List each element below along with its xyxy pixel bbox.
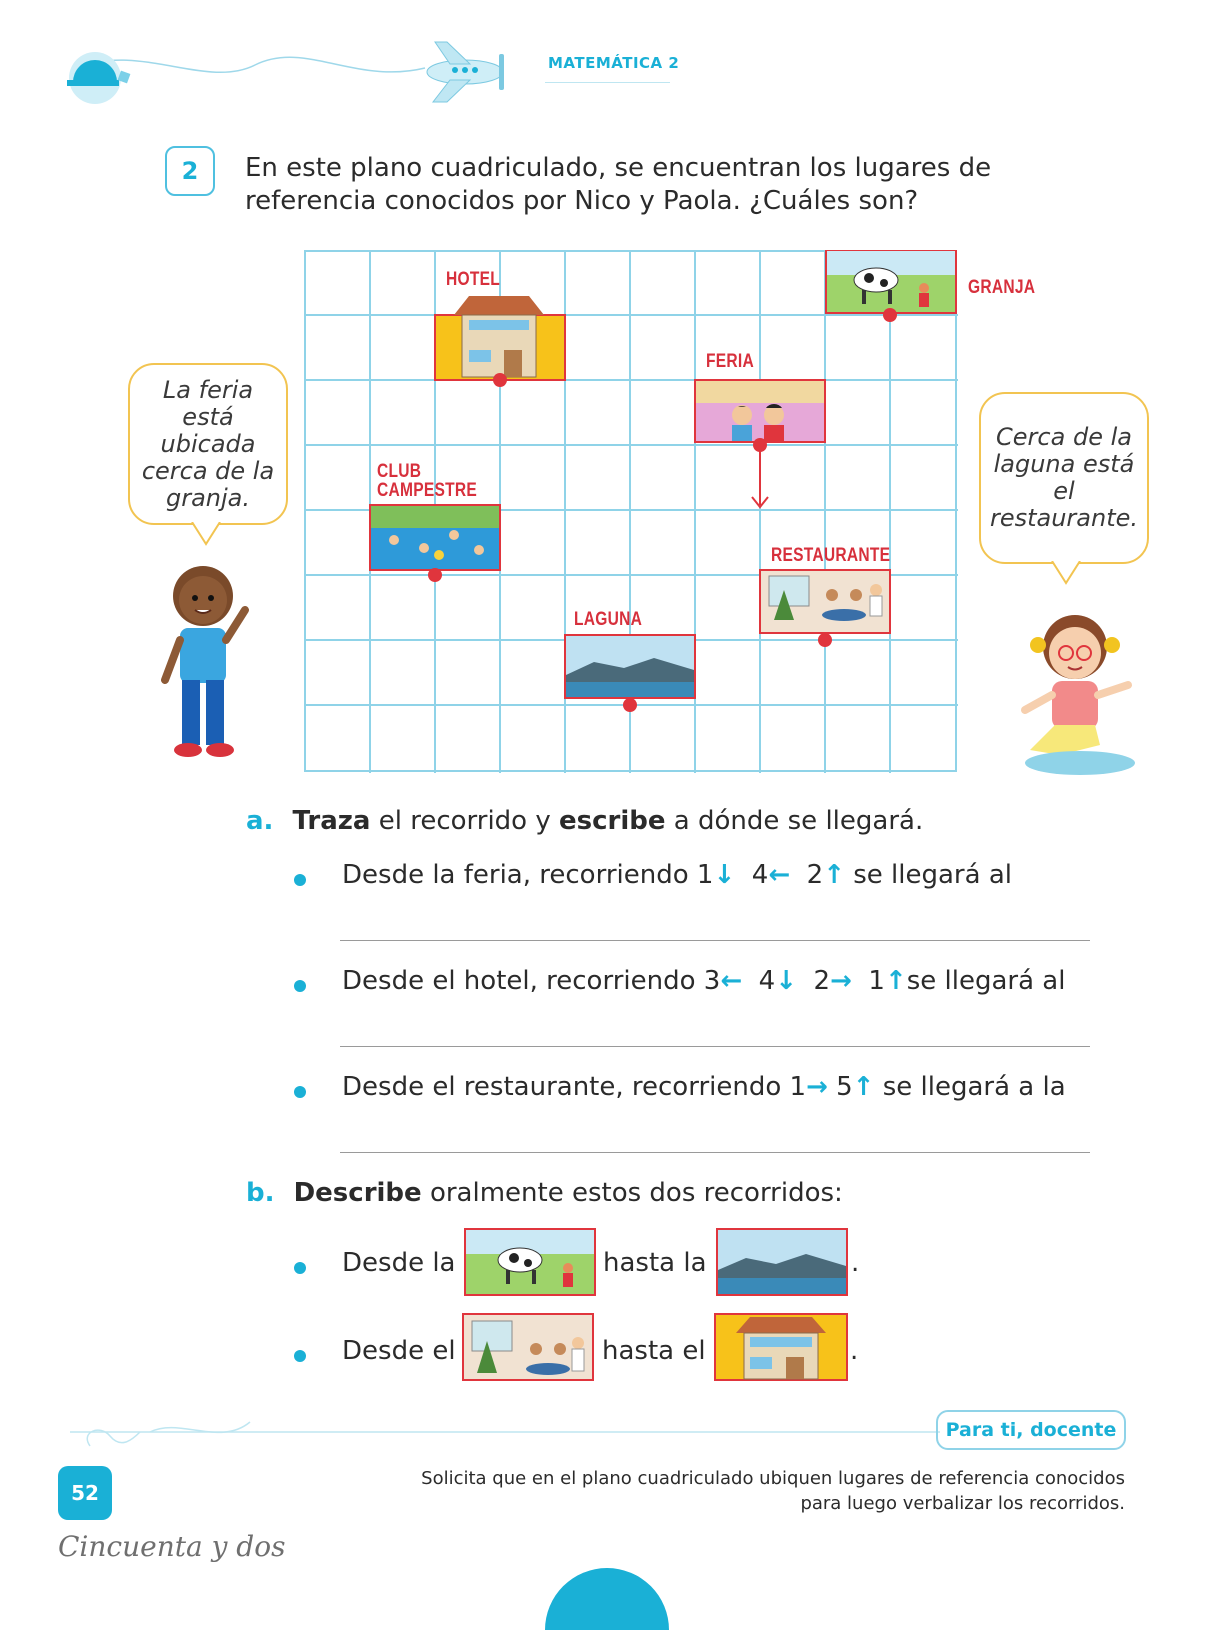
route-b2-from: Desde el — [342, 1336, 456, 1366]
arrow-left-icon: ← — [768, 860, 791, 890]
route-1-step-2: 4 — [751, 860, 769, 890]
task-b-letter: b. — [246, 1178, 275, 1208]
restaurant-picture — [760, 570, 890, 633]
arrow-right-icon: → — [806, 1072, 828, 1102]
route-b1-to: hasta la — [603, 1248, 707, 1278]
task-a-text-mid: el recorrido y — [370, 806, 559, 836]
task-a — [246, 806, 923, 836]
arrow-up-icon: ↑ — [884, 966, 907, 996]
grid-lines — [304, 250, 958, 773]
bullet — [294, 1262, 306, 1274]
teacher-note — [300, 1466, 1125, 1516]
airplane-icon — [427, 42, 504, 102]
route-1-end: se llegará al — [844, 860, 1012, 890]
arrow-down-icon: ↓ — [775, 966, 797, 996]
route-2-step-1: 3 — [703, 966, 721, 996]
route-item-2 — [342, 966, 1065, 996]
footer-decoration — [70, 1412, 940, 1452]
paola-speech-text: Cerca de la laguna está el restaurante. — [989, 423, 1139, 532]
page-number-words: Cincuenta y dos — [58, 1530, 286, 1563]
route-b1-period: . — [851, 1248, 860, 1278]
bullet — [294, 874, 306, 886]
route-3-end: se llegará a la — [874, 1072, 1066, 1102]
teacher-note-line-2: para luego verbalizar los recorridos. — [800, 1493, 1125, 1514]
teacher-tag: Para ti, docente — [936, 1410, 1126, 1450]
answer-line-2[interactable] — [340, 1046, 1090, 1047]
task-b — [246, 1178, 843, 1208]
bottom-tab — [545, 1568, 669, 1630]
bullet — [294, 1086, 306, 1098]
arrow-left-icon: ← — [720, 966, 743, 996]
route-2-step-3: 2 — [813, 966, 831, 996]
route-b1-from: Desde la — [342, 1248, 456, 1278]
teacher-note-line-1: Solicita que en el plano cuadriculado ubiquen lugares de referencia conocidos — [421, 1468, 1125, 1489]
label-club: CLUB CAMPESTRE — [377, 461, 478, 501]
task-a-letter: a. — [246, 806, 274, 836]
lagoon-picture-small — [716, 1228, 848, 1296]
route-3-step-1: 1 — [789, 1072, 807, 1102]
task-a-text-end: a dónde se llegará. — [665, 806, 924, 836]
bullet — [294, 980, 306, 992]
nico-speech-bubble — [128, 363, 288, 525]
paola-speech-bubble — [979, 392, 1149, 564]
lagoon-picture — [565, 635, 695, 698]
nico-character — [150, 560, 260, 770]
bullet — [294, 1350, 306, 1362]
route-item-3 — [342, 1072, 1066, 1102]
route-item-1 — [342, 860, 1012, 890]
route-1-step-1: 1 — [696, 860, 714, 890]
label-granja: GRANJA — [968, 277, 1036, 298]
exercise-number: 2 — [165, 146, 215, 196]
paola-character — [1000, 605, 1150, 780]
arrow-up-icon: ↑ — [823, 860, 845, 890]
task-a-verb-write: escribe — [559, 806, 666, 836]
route-1-step-3: 2 — [806, 860, 824, 890]
route-1-text: Desde la feria, recorriendo — [342, 860, 697, 890]
farm-picture-small — [464, 1228, 596, 1296]
fair-picture — [695, 380, 825, 442]
farm-picture — [826, 250, 956, 313]
label-feria: FERIA — [706, 351, 754, 372]
paola-bubble-tail — [1050, 561, 1086, 585]
hotel-picture — [435, 296, 565, 380]
arrow-right-icon: → — [830, 966, 852, 996]
task-b-verb-describe: Describe — [293, 1178, 422, 1208]
route-2-text: Desde el hotel, recorriendo — [342, 966, 704, 996]
example-path-arrow — [752, 445, 768, 507]
route-2-step-2: 4 — [758, 966, 776, 996]
subject-header: MATEMÁTICA 2 — [548, 54, 680, 72]
answer-line-3[interactable] — [340, 1152, 1090, 1153]
nico-speech-text: La feria está ubicada cerca de la granja. — [141, 375, 275, 512]
grid-map — [304, 250, 958, 773]
header-divider — [545, 82, 670, 83]
arrow-down-icon: ↓ — [713, 860, 736, 890]
label-hotel: HOTEL — [446, 269, 501, 290]
route-2-end: se llegará al — [906, 966, 1066, 996]
page-number: 52 — [58, 1466, 112, 1520]
label-restaurante: RESTAURANTE — [771, 545, 891, 566]
nico-bubble-tail — [190, 522, 226, 546]
restaurant-picture-small — [462, 1313, 594, 1381]
route-2-step-4: 1 — [868, 966, 885, 996]
hotel-picture-small — [714, 1313, 848, 1381]
answer-line-1[interactable] — [340, 940, 1090, 941]
task-b-text: oralmente estos dos recorridos: — [421, 1178, 843, 1208]
arrow-up-icon: ↑ — [852, 1072, 875, 1102]
task-a-verb-trace: Traza — [292, 806, 371, 836]
route-b2-period: . — [850, 1336, 859, 1366]
exercise-intro: En este plano cuadriculado, se encuentran los lugares de referencia conocidos por Nico y Paola. ¿Cuáles son? — [245, 153, 992, 216]
route-b2-to: hasta el — [602, 1336, 706, 1366]
route-3-text: Desde el restaurante, recorriendo — [342, 1072, 790, 1102]
label-laguna: LAGUNA — [574, 609, 643, 630]
route-3-step-2: 5 — [836, 1072, 853, 1102]
club-picture — [370, 505, 500, 570]
